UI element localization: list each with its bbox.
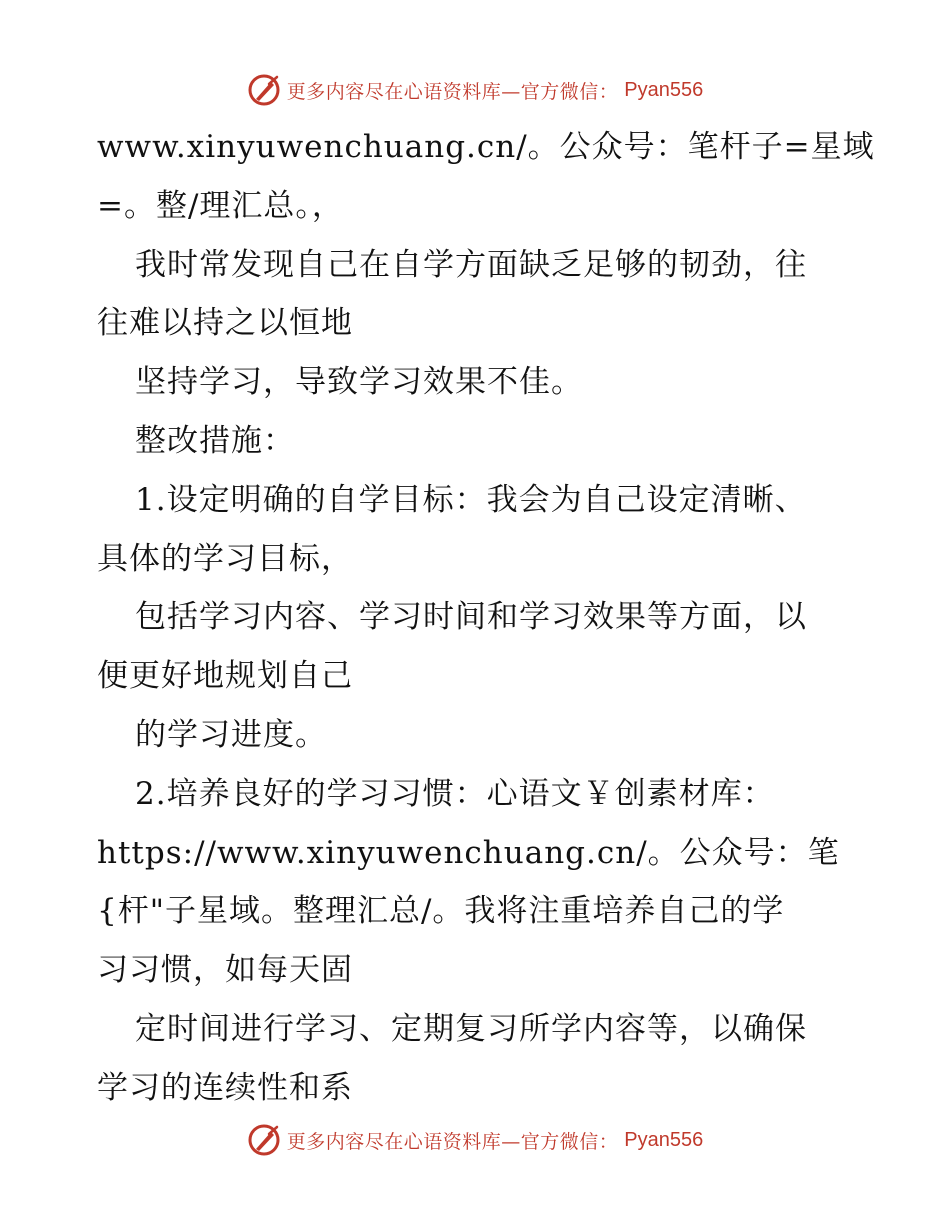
watermark-wechat-id: Pyan556 [624,78,704,101]
text-line: =。整/理汇总。， [97,187,344,224]
text-line: 我时常发现自己在自学方面缺乏足够的韧劲，往 [135,246,807,283]
header-watermark [0,70,950,110]
text-line: 便更好地规划自己 [97,658,353,695]
text-line: {杆"子星域。整理汇总/。我将注重培养自己的学 [97,893,785,930]
text-line: 1.设定明确的自学目标：我会为自己设定清晰、 [135,481,807,518]
watermark-text: 更多内容尽在心语资料库—官方微信： [286,1130,619,1153]
quill-pen-in-circle-icon [247,73,281,107]
section-heading: 整改措施： [135,422,295,459]
watermark-wechat-id: Pyan556 [624,1128,704,1151]
text-line: 的学习进度。 [135,716,327,753]
text-line: 定时间进行学习、定期复习所学内容等，以确保 [135,1010,807,1047]
text-line: www.xinyuwenchuang.cn/。公众号：笔杆子=星域 [97,129,875,165]
text-line: https://www.xinyuwenchuang.cn/。公众号：笔 [97,834,840,871]
watermark-text: 更多内容尽在心语资料库—官方微信： [286,80,619,103]
text-line: 学习的连续性和系 [97,1069,353,1106]
footer-watermark [0,1120,950,1160]
text-line: 包括学习内容、学习时间和学习效果等方面，以 [135,599,807,636]
text-line: 具体的学习目标， [97,540,353,577]
quill-pen-in-circle-icon [247,1123,281,1157]
text-line: 习习惯，如每天固 [97,952,353,989]
text-line: 往难以持之以恒地 [97,305,353,342]
text-line: 坚持学习，导致学习效果不佳。 [135,364,583,401]
text-line: 2.培养良好的学习习惯：心语文￥创素材库： [135,775,775,812]
document-body [97,118,875,1118]
